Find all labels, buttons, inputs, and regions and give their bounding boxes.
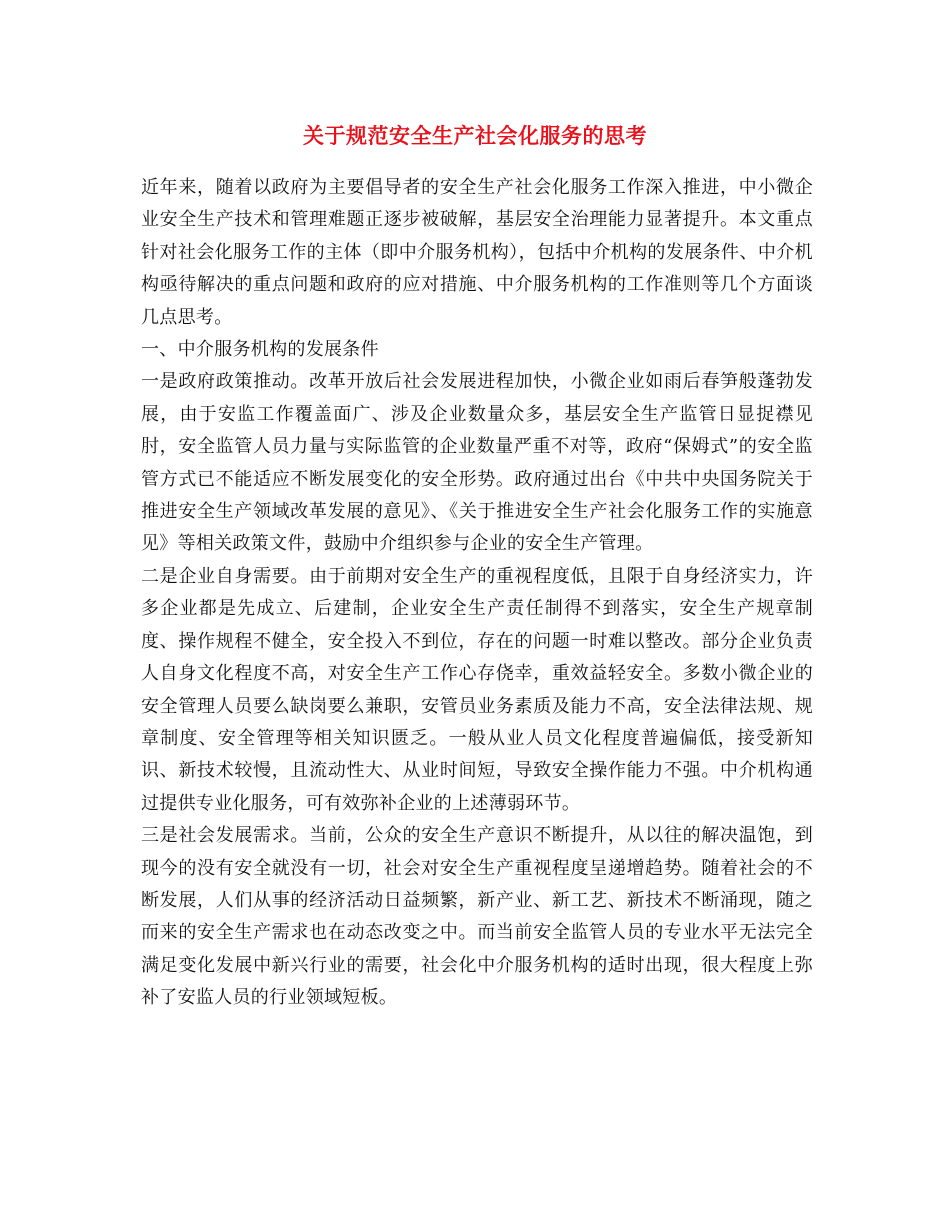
paragraph-social-demand: 三是社会发展需求。当前，公众的安全生产意识不断提升，从以往的解决温饱，到现今的没有安全就没有一切，社会对安全生产重视程度呈递增趋势。随着社会的不断发展，人们从事的经济活动日益频繁，新产业、新工艺、新技术不断涌现，随之而来的安全生产需求也在动态改变之中。而当前安全监管人员的专业水平无法完全满足变化发展中新兴行业的需要，社会化中介服务机构的适时出现，很大程度上弥补了安监人员的行业领域短板。 <box>141 825 813 1009</box>
document-title: 关于规范安全生产社会化服务的思考 <box>303 124 647 148</box>
section-heading: 一、中介服务机构的发展条件 <box>141 339 379 361</box>
document-body <box>141 172 813 1015</box>
intro-paragraph: 近年来，随着以政府为主要倡导者的安全生产社会化服务工作深入推进，中小微企业安全生产技术和管理难题正逐步被破解，基层安全治理能力显著提升。本文重点针对社会化服务工作的主体（即中介服务机构），包括中介机构的发展条件、中介机构亟待解决的重点问题和政府的应对措施、中介服务机构的工作准则等几个方面谈几点思考。 <box>141 177 813 328</box>
paragraph-policy: 一是政府政策推动。改革开放后社会发展进程加快，小微企业如雨后春笋般蓬勃发展，由于安监工作覆盖面广、涉及企业数量众多，基层安全生产监管日显捉襟见肘，安全监管人员力量与实际监管的企业数量严重不对等，政府“保姆式”的安全监管方式已不能适应不断发展变化的安全形势。政府通过出台《中共中央国务院关于推进安全生产领域改革发展的意见》、《关于推进安全生产社会化服务工作的实施意见》等相关政策文件，鼓励中介组织参与企业的安全生产管理。 <box>141 371 813 555</box>
paragraph-enterprise-needs: 二是企业自身需要。由于前期对安全生产的重视程度低，且限于自身经济实力，许多企业都是先成立、后建制，企业安全生产责任制得不到落实，安全生产规章制度、操作规程不健全，安全投入不到位，存在的问题一时难以整改。部分企业负责人自身文化程度不高，对安全生产工作心存侥幸，重效益轻安全。多数小微企业的安全管理人员要么缺岗要么兼职，安管员业务素质及能力不高，安全法律法规、规章制度、安全管理等相关知识匮乏。一般从业人员文化程度普遍偏低，接受新知识、新技术较慢，且流动性大、从业时间短，导致安全操作能力不强。中介机构通过提供专业化服务，可有效弥补企业的上述薄弱环节。 <box>141 565 813 814</box>
